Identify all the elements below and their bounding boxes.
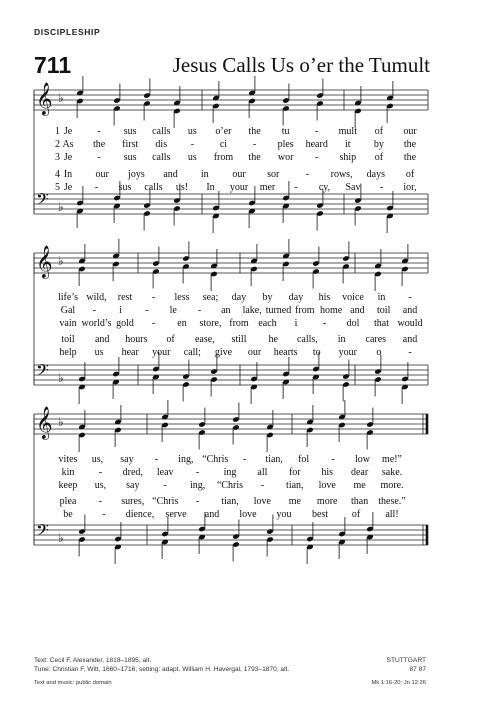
lyric-syllable: days [366,169,385,180]
lyric-syllable: ease, [194,334,215,345]
lyric-syllable: less [174,292,190,303]
bass-clef-icon: 𝄢 [36,189,49,213]
bass-clef-icon: 𝄢 [36,360,49,384]
lyric-syllable: tian, [265,454,283,465]
lyric-syllable: and [402,334,418,345]
lyric-syllable: sus [118,182,132,193]
lyric-syllable: tu [281,126,290,137]
lyric-syllable: wild, [86,292,107,303]
verse-number: 4 [55,169,60,180]
lyric-syllable: voice [342,292,364,303]
lyric-syllable: love [239,509,257,520]
lyric-syllable: - [195,496,200,507]
lyric-syllable: sures, [121,496,145,507]
flat-icon: ♭ [58,415,64,429]
lyric-syllable: - [92,305,96,316]
flat-icon: ♭ [58,254,64,268]
lyric-syllable: world’s [81,318,112,329]
lyric-syllable: our [403,126,417,137]
lyric-syllable: wor [277,152,294,163]
lyric-syllable: he [268,334,278,345]
lyric-syllable: - [151,292,156,303]
lyric-syllable: us [187,126,197,137]
lyric-syllable: from [229,318,249,329]
lyric-syllable: le [169,305,177,316]
lyric-syllable: rows, [330,169,353,180]
lyric-syllable: i [294,318,298,329]
lyric-syllable: Je [63,182,73,193]
lyric-syllable: your [229,182,249,193]
lyric-syllable: our [232,169,246,180]
lyric-syllable: Je [63,126,73,137]
lyric-syllable: hear [121,347,139,358]
lyric-syllable: me [288,496,301,507]
lyric-syllable: leav [156,467,174,478]
lyric-syllable: the [92,139,106,150]
lyric-syllable: and [350,305,365,316]
lyric-syllable: in [200,169,209,180]
lyric-syllable: i [119,305,123,316]
lyric-syllable: in [377,292,386,303]
lyric-syllable: In [206,182,215,193]
lyric-syllable: from [295,305,315,316]
lyric-syllable: dis [155,139,168,150]
lyric-syllable: that [374,318,389,329]
lyric-syllable: of [374,126,384,137]
lyric-syllable: more [316,496,338,507]
lyric-syllable: calls [144,182,163,193]
lyric-syllable: ior, [403,182,417,193]
lyric-syllable: by [262,292,273,303]
lyric-syllable: sus [123,152,137,163]
hymn-number: 711 [34,52,72,78]
credit-license: Text and music: public domain [34,680,112,686]
verse-number: 1 [55,126,60,137]
lyric-syllable: dience, [125,509,155,520]
lyric-syllable: plea [59,496,77,507]
lyric-syllable: us, [94,480,107,491]
lyric-syllable: - [408,292,412,303]
lyric-syllable: day [231,292,247,303]
lyric-syllable: turned [265,305,292,316]
lyric-syllable: of [351,509,361,520]
flat-icon: ♭ [58,91,64,105]
lyric-syllable: - [151,318,156,329]
lyric-syllable: me!” [382,454,402,465]
lyric-syllable: en [177,318,187,329]
lyric-syllable: the [403,139,417,150]
lyric-syllable: - [98,496,103,507]
lyric-syllable: - [163,480,167,491]
lyric-syllable: from [213,152,234,163]
lyric-syllable: - [305,169,310,180]
lyric-syllable: toil [61,334,75,345]
lyric-syllable: and [402,305,418,316]
lyric-syllable: mult [338,126,357,137]
lyric-syllable: your [338,347,357,358]
lyric-syllable: the [248,152,261,163]
lyric-syllable: his [318,292,331,303]
lyric-syllable: in [337,334,346,345]
lyric-syllable: and [163,169,178,180]
lyric-syllable: ing, [189,480,206,491]
lyric-syllable: lake, [242,305,262,316]
lyric-syllable: life’s [58,292,78,303]
lyric-syllable: heard [305,139,328,150]
lyric-syllable: Je [63,152,73,163]
lyric-syllable: calls [152,126,171,137]
lyric-syllable: - [97,152,101,163]
lyric-syllable: - [260,480,265,491]
lyric-syllable: - [197,305,202,316]
lyric-syllable: more. [380,480,404,491]
lyric-syllable: and [204,509,220,520]
lyric-syllable: - [195,467,200,478]
lyric-syllable: ples [277,139,294,150]
lyric-syllable: us [187,152,197,163]
lyric-syllable: serve [165,509,187,520]
lyric-syllable: vites [58,454,78,465]
lyric-syllable: - [322,318,327,329]
lyric-syllable: us! [175,182,189,193]
lyric-syllable: sea; [202,292,219,303]
lyric-syllable: us, [91,454,104,465]
lyric-syllable: - [408,347,412,358]
lyric-syllable: and [94,334,110,345]
lyric-syllable: “Chris [202,454,229,465]
lyric-syllable: - [102,509,106,520]
lyric-syllable: sor [267,169,280,180]
lyric-syllable: store, [199,318,222,329]
tune-name: STUTTGART [386,657,426,664]
lyric-syllable: Sav [345,182,361,193]
lyric-syllable: home [319,305,343,316]
lyric-syllable: love [253,496,272,507]
lyric-syllable: Gal [60,305,76,316]
lyric-syllable: vain [59,318,77,329]
lyric-syllable: all [257,467,268,478]
lyric-syllable: than [350,496,369,507]
lyric-syllable: our [247,347,262,358]
lyric-syllable: “Chris [152,496,179,507]
flat-icon: ♭ [58,371,64,385]
lyric-syllable: - [294,182,298,193]
lyric-syllable: an [221,305,231,316]
lyric-syllable: sus [123,126,137,137]
treble-clef-icon: 𝄞 [36,245,53,278]
lyric-syllable: love [318,480,336,491]
lyric-syllable: - [97,126,101,137]
treble-clef-icon: 𝄞 [36,406,53,439]
lyric-syllable: cares [365,334,387,345]
lyric-syllable: say [120,454,134,465]
lyric-syllable: - [379,182,384,193]
lyric-syllable: - [94,182,99,193]
lyric-syllable: - [252,139,257,150]
lyric-syllable: of [405,169,415,180]
lyric-syllable: best [311,509,329,520]
lyric-syllable: kin [61,467,75,478]
lyric-syllable: hours [125,334,148,345]
lyric-syllable: the [248,126,261,137]
lyric-syllable: would [397,318,423,329]
lyric-syllable: As [62,139,74,150]
lyric-syllable: - [145,305,149,316]
lyric-syllable: - [315,126,319,137]
meter: 87 87 [409,666,426,673]
lyric-syllable: - [315,152,319,163]
lyric-syllable: of [374,152,384,163]
lyric-syllable: call; [183,347,201,358]
lyric-syllable: first [122,139,139,150]
lyric-syllable: you [276,509,292,520]
flat-icon: ♭ [58,200,64,214]
lyric-syllable: each [258,318,277,329]
bass-clef-icon: 𝄢 [36,520,49,544]
lyric-syllable: cy, [318,182,331,193]
lyric-syllable: dred, [122,467,143,478]
lyric-syllable: mer [259,182,276,193]
lyric-syllable: calls, [296,334,318,345]
lyric-syllable: it [345,139,351,150]
lyric-syllable: of [166,334,175,345]
lyric-syllable: sake. [381,467,403,478]
lyric-syllable: ship [339,152,357,163]
lyric-syllable: be [63,509,73,520]
lyric-syllable: gold [116,318,134,329]
lyric-syllable: tian, [286,480,304,491]
lyric-syllable: us [94,347,104,358]
lyric-syllable: ing [223,467,237,478]
lyric-syllable: - [154,454,159,465]
lyric-syllable: these.” [378,496,406,507]
lyric-syllable: tian, [221,496,239,507]
lyric-syllable: dol [346,318,360,329]
verse-number: 3 [55,152,60,163]
lyric-syllable: his [321,467,334,478]
lyric-syllable: - [98,467,103,478]
credit-tune: Tune: Christian F. Witt, 1660–1716; setting: adapt. William H. Havergal, 1793–1870, alt. [34,666,290,673]
lyric-syllable: to [312,347,321,358]
hymn-title: Jesus Calls Us o’er the Tumult [172,53,430,77]
lyric-syllable: say [126,480,140,491]
section-heading: DISCIPLESHIP [34,27,101,37]
lyric-syllable: help [59,347,77,358]
lyric-syllable: o’er [215,126,232,137]
lyric-syllable: me [353,480,366,491]
scripture-ref: Mk 1:16-20; Jn 12:26 [371,680,426,686]
lyric-syllable: fol [298,454,310,465]
verse-number: 5 [55,182,60,193]
lyric-syllable: hearts [273,347,298,358]
lyric-syllable: In [63,169,73,180]
lyric-syllable: by [373,139,384,150]
lyric-syllable: - [190,139,195,150]
lyric-syllable: ing, [178,454,194,465]
verse-number: 2 [55,139,60,150]
lyric-syllable: give [214,347,233,358]
lyric-syllable: low [355,454,371,465]
lyric-syllable: keep [58,480,78,491]
lyric-syllable: - [243,454,247,465]
flat-icon: ♭ [58,531,64,545]
lyric-syllable: for [288,467,301,478]
lyric-syllable: your [152,347,171,358]
treble-clef-icon: 𝄞 [36,82,53,115]
lyric-syllable: calls [152,152,171,163]
lyric-syllable: rest [117,292,133,303]
lyric-syllable: still [231,334,247,345]
credit-text: Text: Cecil F. Alexander, 1818–1895, alt. [34,657,152,664]
lyric-syllable: our [95,169,109,180]
lyric-syllable: o [376,347,382,358]
lyric-syllable: “Chris [216,480,244,491]
lyric-syllable: toil [377,305,391,316]
lyric-syllable: all! [385,509,399,520]
lyric-syllable: day [288,292,304,303]
lyric-syllable: ci [219,139,228,150]
lyric-syllable: the [403,152,417,163]
lyric-syllable: dear [350,467,369,478]
lyric-syllable: - [331,454,335,465]
lyric-syllable: joys [128,169,145,180]
lyrics [55,126,423,520]
